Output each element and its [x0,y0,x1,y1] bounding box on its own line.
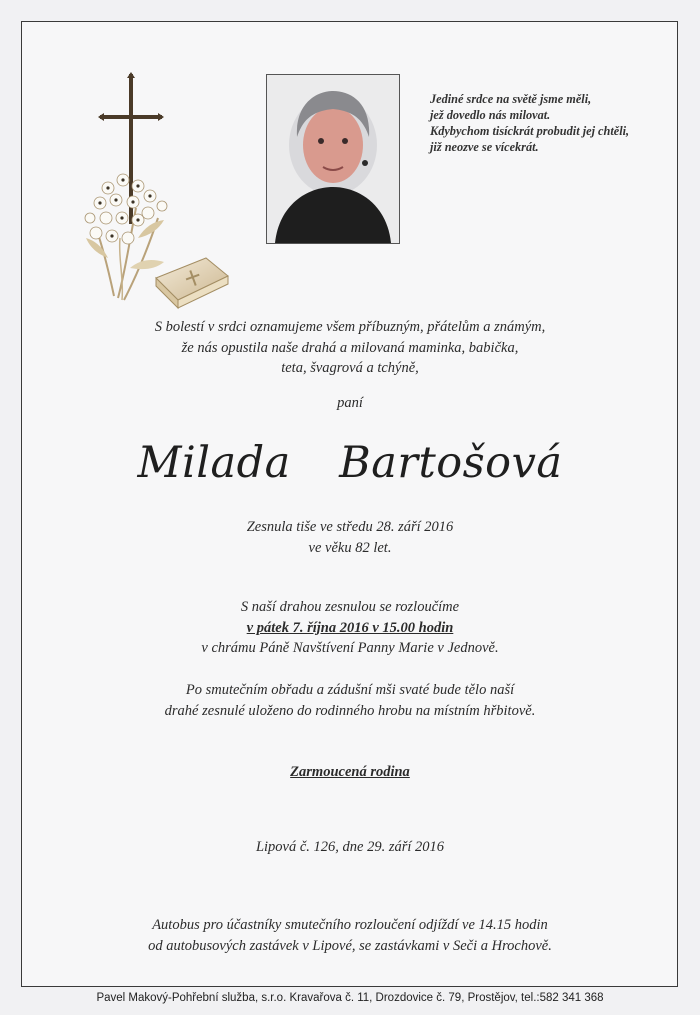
announcement-line: teta, švagrová a tchýně, [281,360,419,376]
family-signature: Zarmoucená rodina [290,764,410,780]
farewell-intro: S naší drahou zesnulou se rozloučíme [240,599,460,615]
bus-line: Autobus pro účastníky smutečního rozloučení odjíždí ve 14.15 hodin [152,917,548,933]
honorific: paní [337,395,363,411]
quote-line: již neozve se vícekrát. [430,140,539,154]
bus-info [0,915,700,956]
announcement-line: S bolestí v srdci oznamujeme všem příbuzným, přátelům a známým, [154,319,546,335]
burial-line: Po smutečním obřadu a zádušní mši svaté bude tělo naší [185,682,515,698]
portrait-image [267,75,399,243]
farewell-details [0,597,700,659]
place-date: Lipová č. 126, dne 29. září 2016 [255,839,445,855]
death-info-line: ve věku 82 let. [308,539,392,556]
cross-flowers-book-icon [78,68,238,318]
bus-line: od autobusových zastávek v Lipové, se zastávkami v Seči a Hrochově. [148,937,552,954]
farewell-datetime: v pátek 7. října 2016 v 15.00 hodin [246,619,454,636]
quote-line: jež dovedlo nás milovat. [430,108,551,122]
quote-line: Kdybychom tisíckrát probudit jej chtěli, [430,124,630,138]
announcement-text [0,317,700,379]
farewell-place: v chrámu Páně Navštívení Panny Marie v Jednově. [201,640,499,656]
memorial-quote [430,91,680,155]
deceased-name: Milada Bartošová [137,438,563,488]
quote-line: Jediné srdce na světě jsme měli, [430,92,592,106]
burial-info [0,680,700,721]
footer-funeral-service: Pavel Makový-Pohřební služba, s.r.o. Kravařova č. 11, Drozdovice č. 79, Prostějov, tel.:582 341 368 [96,992,604,1004]
burial-line: drahé zesnulé uloženo do rodinného hrobu na místním hřbitově. [164,702,536,719]
portrait-photo [266,74,400,244]
death-info [0,517,700,558]
death-info-line: Zesnula tiše ve středu 28. září 2016 [246,519,454,535]
announcement-line: že nás opustila naše drahá a milovaná maminka, babička, [181,339,519,356]
